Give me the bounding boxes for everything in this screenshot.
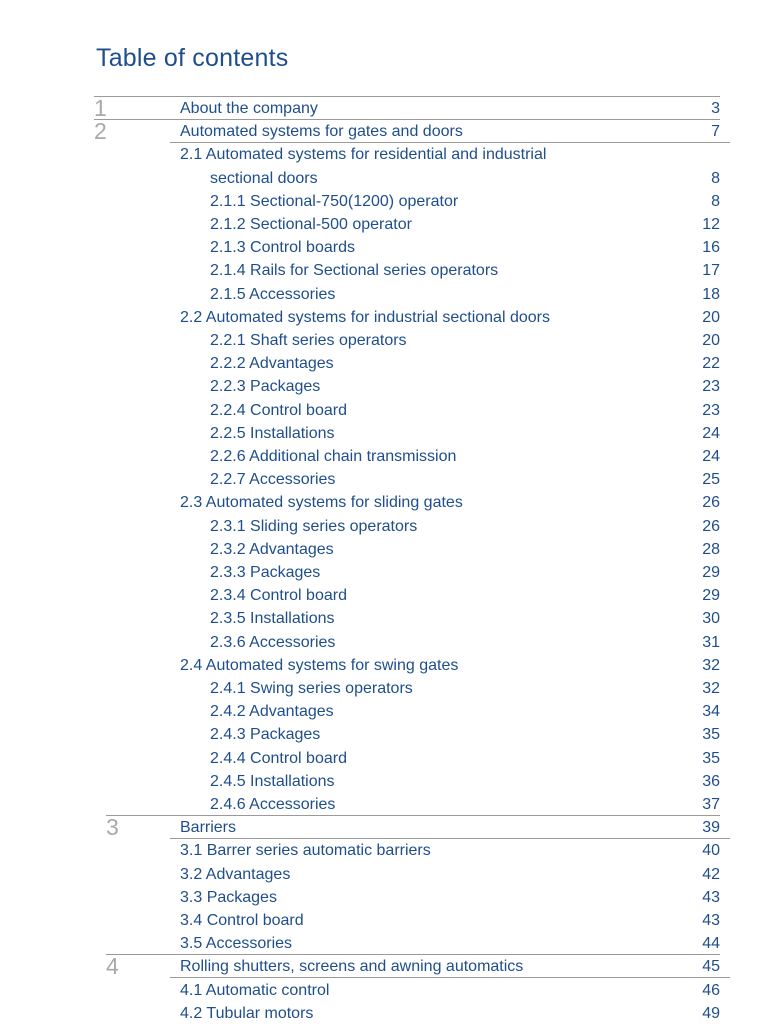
toc-page-number: 23	[702, 378, 720, 396]
toc-chapter-row[interactable]	[0, 120, 768, 143]
toc-entry-title: 2.2.6 Additional chain transmission	[210, 448, 457, 465]
toc-entry-row[interactable]	[0, 909, 768, 932]
toc-page-number: 8	[711, 192, 720, 210]
toc-page-number: 26	[702, 494, 720, 512]
toc-entry-row[interactable]	[0, 700, 768, 723]
toc-entry-title: 4.1 Automatic control	[180, 981, 330, 999]
toc-entry-title: 3.5 Accessories	[180, 935, 293, 953]
toc-page-number: 20	[702, 308, 720, 326]
toc-entry-row[interactable]	[0, 213, 768, 236]
toc-page-number: 45	[702, 958, 720, 976]
chapter-number: 3	[106, 814, 119, 841]
toc-page-number: 12	[702, 216, 720, 233]
toc-entry-row[interactable]	[0, 677, 768, 700]
toc-entry-title: 3.4 Control board	[180, 912, 304, 929]
toc-entry-title: 4.2 Tubular motors	[180, 1004, 314, 1022]
toc-entry-row[interactable]	[0, 190, 768, 213]
toc-entry-title: 2.1.5 Accessories	[210, 285, 336, 303]
toc-entry-row[interactable]	[0, 654, 768, 677]
toc-entry-title: 2.2 Automated systems for industrial sectional doors	[180, 308, 550, 326]
toc-entry-title: 2.4.5 Installations	[210, 772, 335, 790]
toc-entry-title: 2.2.1 Shaft series operators	[210, 332, 407, 349]
toc-entry-row[interactable]	[0, 979, 768, 1002]
chapter-number: 1	[94, 95, 107, 121]
toc-entry-row[interactable]	[0, 236, 768, 259]
toc-page-number: 40	[702, 842, 720, 860]
toc-entry-row[interactable]	[0, 352, 768, 375]
toc-page-number: 32	[702, 680, 720, 697]
toc-entry-title: 2.3.5 Installations	[210, 610, 335, 628]
toc-chapter-row[interactable]	[0, 97, 768, 120]
toc-entry-title: 2.2.4 Control board	[210, 401, 347, 419]
toc-entry-row[interactable]	[0, 770, 768, 793]
toc-page-number: 26	[702, 517, 720, 535]
toc-entry-row[interactable]	[0, 631, 768, 654]
toc-entry-row[interactable]	[0, 747, 768, 770]
toc-page-number: 37	[702, 796, 720, 813]
toc-entry-title: 2.4.4 Control board	[210, 749, 347, 767]
toc-page-number: 30	[702, 610, 720, 628]
toc-page-number: 25	[702, 471, 720, 489]
page-title: Table of contents	[96, 44, 289, 72]
toc-entry-title: 3.1 Barrer series automatic barriers	[180, 842, 431, 860]
toc-page-number: 29	[702, 564, 720, 581]
toc-page-number: 18	[702, 285, 720, 303]
toc-entry-row[interactable]	[0, 399, 768, 422]
toc-entry-row[interactable]	[0, 561, 768, 584]
toc-entry-title: 2.4.1 Swing series operators	[210, 680, 413, 697]
toc-entry-row[interactable]	[0, 491, 768, 514]
toc-entry-row[interactable]	[0, 515, 768, 538]
toc-page-number: 7	[711, 123, 720, 141]
toc-page-number: 32	[702, 656, 720, 674]
toc-entry-row[interactable]	[0, 445, 768, 468]
toc-entry-row[interactable]	[0, 538, 768, 561]
toc-page-number: 22	[702, 355, 720, 373]
toc-page-number: 42	[702, 865, 720, 883]
toc-entry-row[interactable]	[0, 1002, 768, 1024]
toc-entry-title: 2.4.6 Accessories	[210, 796, 336, 813]
toc-page-number: 36	[702, 772, 720, 790]
toc-entry-row[interactable]	[0, 793, 768, 816]
toc-page-number: 29	[702, 587, 720, 605]
toc-entry-title: 2.2.3 Packages	[210, 378, 321, 396]
toc-entry-row[interactable]	[0, 468, 768, 491]
toc-entry-row[interactable]	[0, 375, 768, 398]
toc-entry-row[interactable]	[0, 723, 768, 746]
toc-entry-row[interactable]	[0, 584, 768, 607]
toc-entry-title: 2.3.6 Accessories	[210, 633, 336, 651]
toc-entry-title: 2.3 Automated systems for sliding gates	[180, 494, 463, 512]
toc-page-number: 43	[702, 912, 720, 929]
toc-entry-row[interactable]	[0, 607, 768, 630]
toc-entry-title: 2.2.2 Advantages	[210, 355, 334, 373]
toc-entry-title: 3.2 Advantages	[180, 865, 291, 883]
toc-entry-row[interactable]	[0, 167, 768, 190]
toc-entry-title: 2.2.5 Installations	[210, 424, 335, 442]
toc-page-number: 17	[702, 262, 720, 280]
toc-entry-title: 2.3.1 Sliding series operators	[210, 517, 418, 535]
toc-entry-title: 2.4.3 Packages	[210, 726, 321, 744]
toc-page-number: 20	[702, 332, 720, 349]
toc-page-number: 28	[702, 540, 720, 558]
toc-entry-row[interactable]	[0, 143, 768, 166]
toc-entry-row[interactable]	[0, 932, 768, 955]
toc-entry-title: 2.3.2 Advantages	[210, 540, 334, 558]
toc-entry-title: 2.1.3 Control boards	[210, 239, 355, 257]
toc-entry-title: 2.4 Automated systems for swing gates	[180, 656, 459, 674]
toc-entry-row[interactable]	[0, 422, 768, 445]
toc-page-number: 31	[702, 633, 720, 651]
toc-page-number: 43	[702, 888, 720, 906]
toc-entry-title: Automated systems for gates and doors	[180, 123, 463, 141]
toc-entry-row[interactable]	[0, 839, 768, 862]
toc-entry-title: 3.3 Packages	[180, 888, 277, 906]
toc-entry-row[interactable]	[0, 259, 768, 282]
toc-entry-title: Barriers	[180, 819, 237, 837]
toc-entry-row[interactable]	[0, 306, 768, 329]
toc-entry-title: 2.1.2 Sectional-500 operator	[210, 216, 412, 233]
toc-entry-title: About the company	[180, 100, 318, 117]
toc-entry-title: 2.1.4 Rails for Sectional series operators	[210, 262, 499, 280]
toc-entry-title: 2.1 Automated systems for residential and industrial	[180, 146, 547, 164]
toc-page-number: 24	[702, 424, 720, 442]
toc-page-number: 35	[702, 749, 720, 767]
toc-entry-title: sectional doors	[210, 169, 318, 187]
toc-page-number: 39	[702, 819, 720, 837]
toc-chapter-row[interactable]	[0, 816, 768, 839]
toc-page-number: 49	[702, 1004, 720, 1022]
toc-entry-title: 2.2.7 Accessories	[210, 471, 336, 489]
toc-entry-row[interactable]	[0, 283, 768, 306]
toc-page-number: 16	[702, 239, 720, 257]
toc-entry-title: 2.3.4 Control board	[210, 587, 347, 605]
toc-page-number: 3	[711, 100, 720, 117]
toc-entry-title: Rolling shutters, screens and awning automatics	[180, 958, 524, 976]
toc-entry-row[interactable]	[0, 329, 768, 352]
toc-entry-row[interactable]	[0, 863, 768, 886]
toc-page-number: 24	[702, 448, 720, 465]
toc-entry-title: 2.3.3 Packages	[210, 564, 321, 581]
toc-page-number: 35	[702, 726, 720, 744]
toc-page-number: 8	[711, 169, 720, 187]
chapter-number: 4	[106, 953, 119, 980]
toc-entry-title: 2.4.2 Advantages	[210, 703, 334, 721]
toc-page-number: 23	[702, 401, 720, 419]
toc-chapter-row[interactable]	[0, 955, 768, 978]
toc-page-number: 44	[702, 935, 720, 953]
toc-page-number: 34	[702, 703, 720, 721]
chapter-number: 2	[94, 118, 107, 145]
toc-entry-title: 2.1.1 Sectional-750(1200) operator	[210, 192, 459, 210]
toc-entry-row[interactable]	[0, 886, 768, 909]
toc-page-number: 46	[702, 981, 720, 999]
